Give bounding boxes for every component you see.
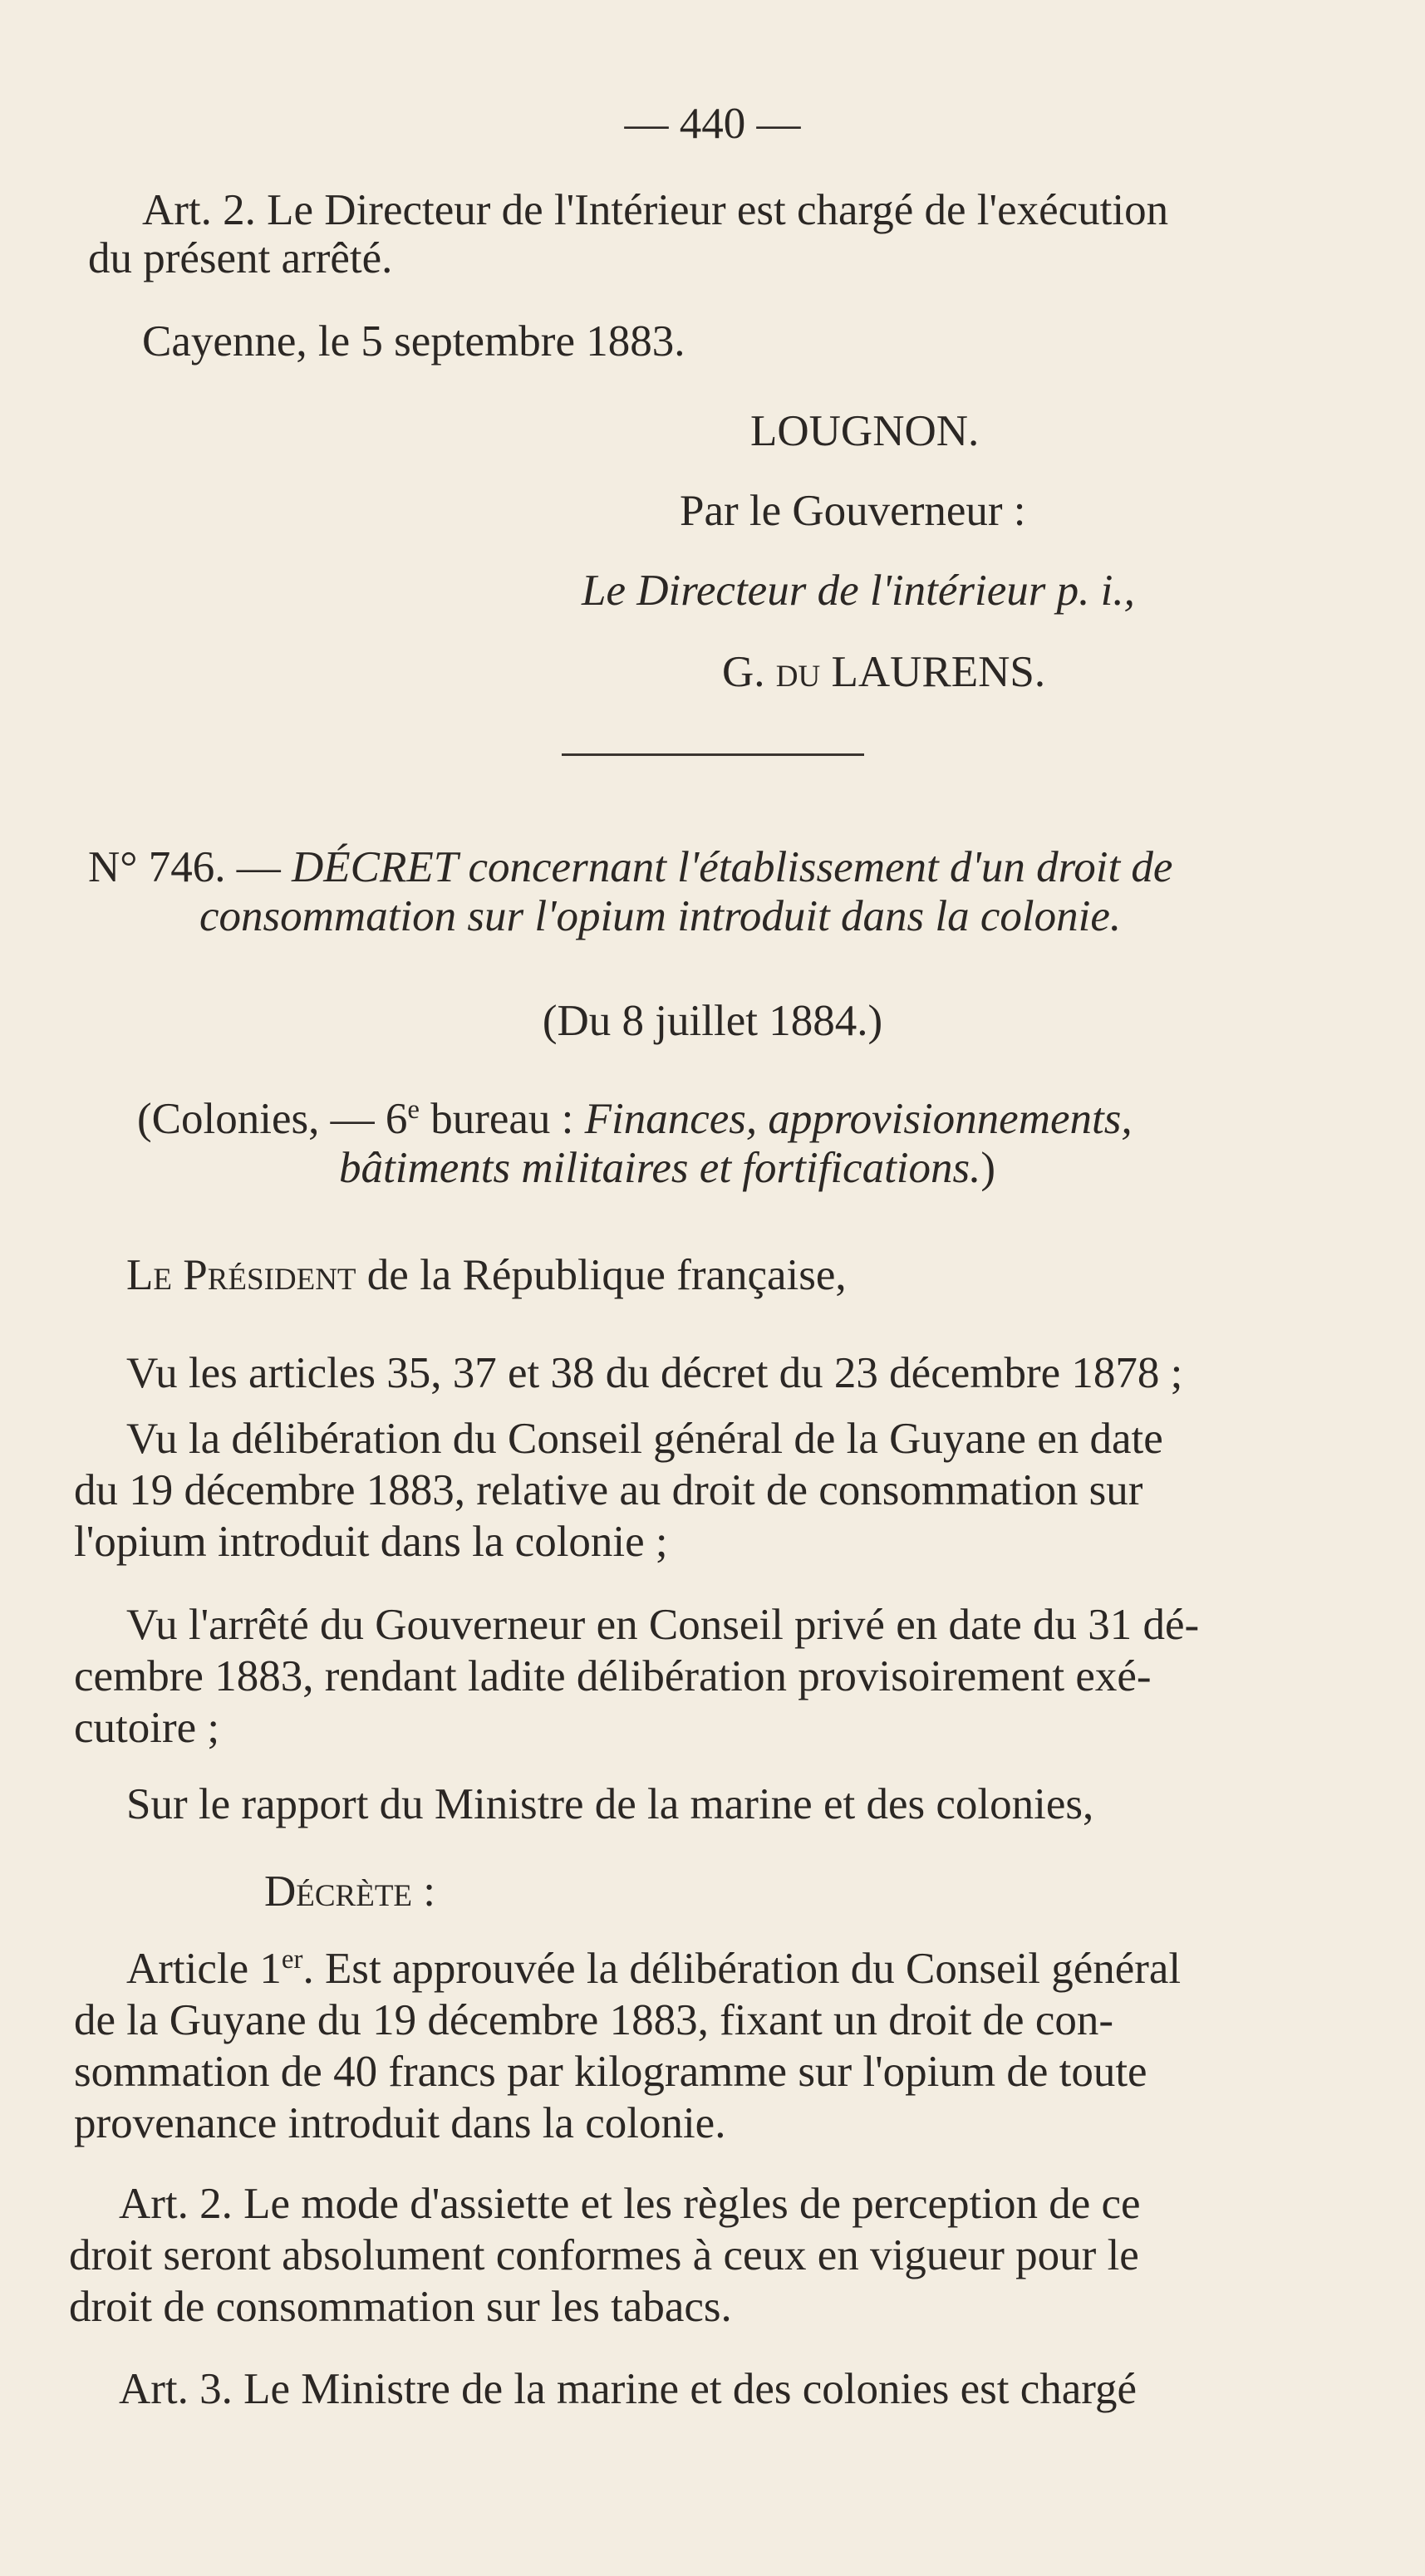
- signature-by-governor: Par le Gouverneur :: [680, 487, 1026, 535]
- article-1-superscript: er: [281, 1944, 303, 1975]
- decree-date: (Du 8 juillet 1884.): [542, 997, 883, 1045]
- vu-articles: Vu les articles 35, 37 et 38 du décret du 23 décembre 1878 ;: [126, 1349, 1183, 1397]
- department-italic-2: bâtiments militaires et fortifications.: [339, 1144, 981, 1192]
- article-1-rest: . Est approuvée la délibération du Conseil général: [302, 1945, 1182, 1993]
- decree-number: N° 746. —: [88, 843, 281, 891]
- article-1-line-3: sommation de 40 francs par kilogramme sur l'opium de toute: [74, 2048, 1147, 2096]
- vu-arrete-line-3: cutoire ;: [74, 1704, 220, 1752]
- decree-heading-line-2: consommation sur l'opium introduit dans la colonie.: [199, 892, 1122, 940]
- signature-director-name: [722, 646, 1045, 698]
- department-superscript: e: [407, 1094, 420, 1125]
- department-close: ): [980, 1144, 996, 1192]
- vu-deliberation-line-1: Vu la délibération du Conseil général de la Guyane en date: [126, 1415, 1163, 1463]
- decree-department-line-2: [339, 1142, 995, 1194]
- decrete-heading: Décrète :: [264, 1867, 436, 1916]
- prev-article-2-line-2: du présent arrêté.: [88, 234, 393, 282]
- director-surname: LAURENS.: [831, 648, 1046, 696]
- signature-director-title: Le Directeur de l'intérieur p. i.,: [582, 567, 1135, 615]
- director-particle: du: [775, 648, 821, 696]
- department-bureau: bureau :: [430, 1095, 574, 1143]
- article-1-line-4: provenance introduit dans la colonie.: [74, 2099, 726, 2147]
- article-2-line-2: droit seront absolument conformes à ceux en vigueur pour le: [69, 2231, 1139, 2279]
- signature-name: LOUGNON.: [750, 407, 980, 455]
- section-divider: [562, 753, 864, 756]
- vu-deliberation-line-2: du 19 décembre 1883, relative au droit de consommation sur: [74, 1466, 1143, 1514]
- article-1-line-1: [126, 1943, 1181, 1995]
- dateline: Cayenne, le 5 septembre 1883.: [142, 317, 685, 366]
- president-line: [126, 1249, 847, 1301]
- sur-le-rapport: Sur le rapport du Ministre de la marine et des colonies,: [126, 1780, 1094, 1828]
- decree-department-line-1: [137, 1093, 1133, 1145]
- president-rest: de la République française,: [366, 1251, 847, 1299]
- vu-arrete-line-1: Vu l'arrêté du Gouverneur en Conseil privé en date du 31 dé-: [126, 1601, 1200, 1649]
- president-article: Le: [126, 1251, 172, 1299]
- article-2-line-3: droit de consommation sur les tabacs.: [69, 2283, 732, 2331]
- decree-heading-line-1: [88, 841, 1172, 893]
- decree-title-1: DÉCRET concernant l'établissement d'un droit de: [291, 843, 1173, 891]
- department-prefix: (Colonies, — 6: [137, 1095, 408, 1143]
- prev-article-2-line-1: Art. 2. Le Directeur de l'Intérieur est chargé de l'exécution: [142, 186, 1169, 234]
- article-1-prefix: Article 1: [126, 1945, 282, 1993]
- president-title: Président: [183, 1251, 356, 1299]
- page-number: — 440 —: [624, 100, 801, 148]
- article-1-line-2: de la Guyane du 19 décembre 1883, fixant un droit de con-: [74, 1996, 1113, 2044]
- department-italic-1: Finances, approvisionnements,: [584, 1095, 1133, 1143]
- vu-deliberation-line-3: l'opium introduit dans la colonie ;: [74, 1518, 668, 1566]
- article-3-line-1: Art. 3. Le Ministre de la marine et des colonies est chargé: [119, 2365, 1137, 2413]
- vu-arrete-line-2: cembre 1883, rendant ladite délibération provisoirement exé-: [74, 1652, 1152, 1700]
- director-initial: G.: [722, 648, 765, 696]
- article-2-line-1: Art. 2. Le mode d'assiette et les règles de perception de ce: [119, 2180, 1141, 2228]
